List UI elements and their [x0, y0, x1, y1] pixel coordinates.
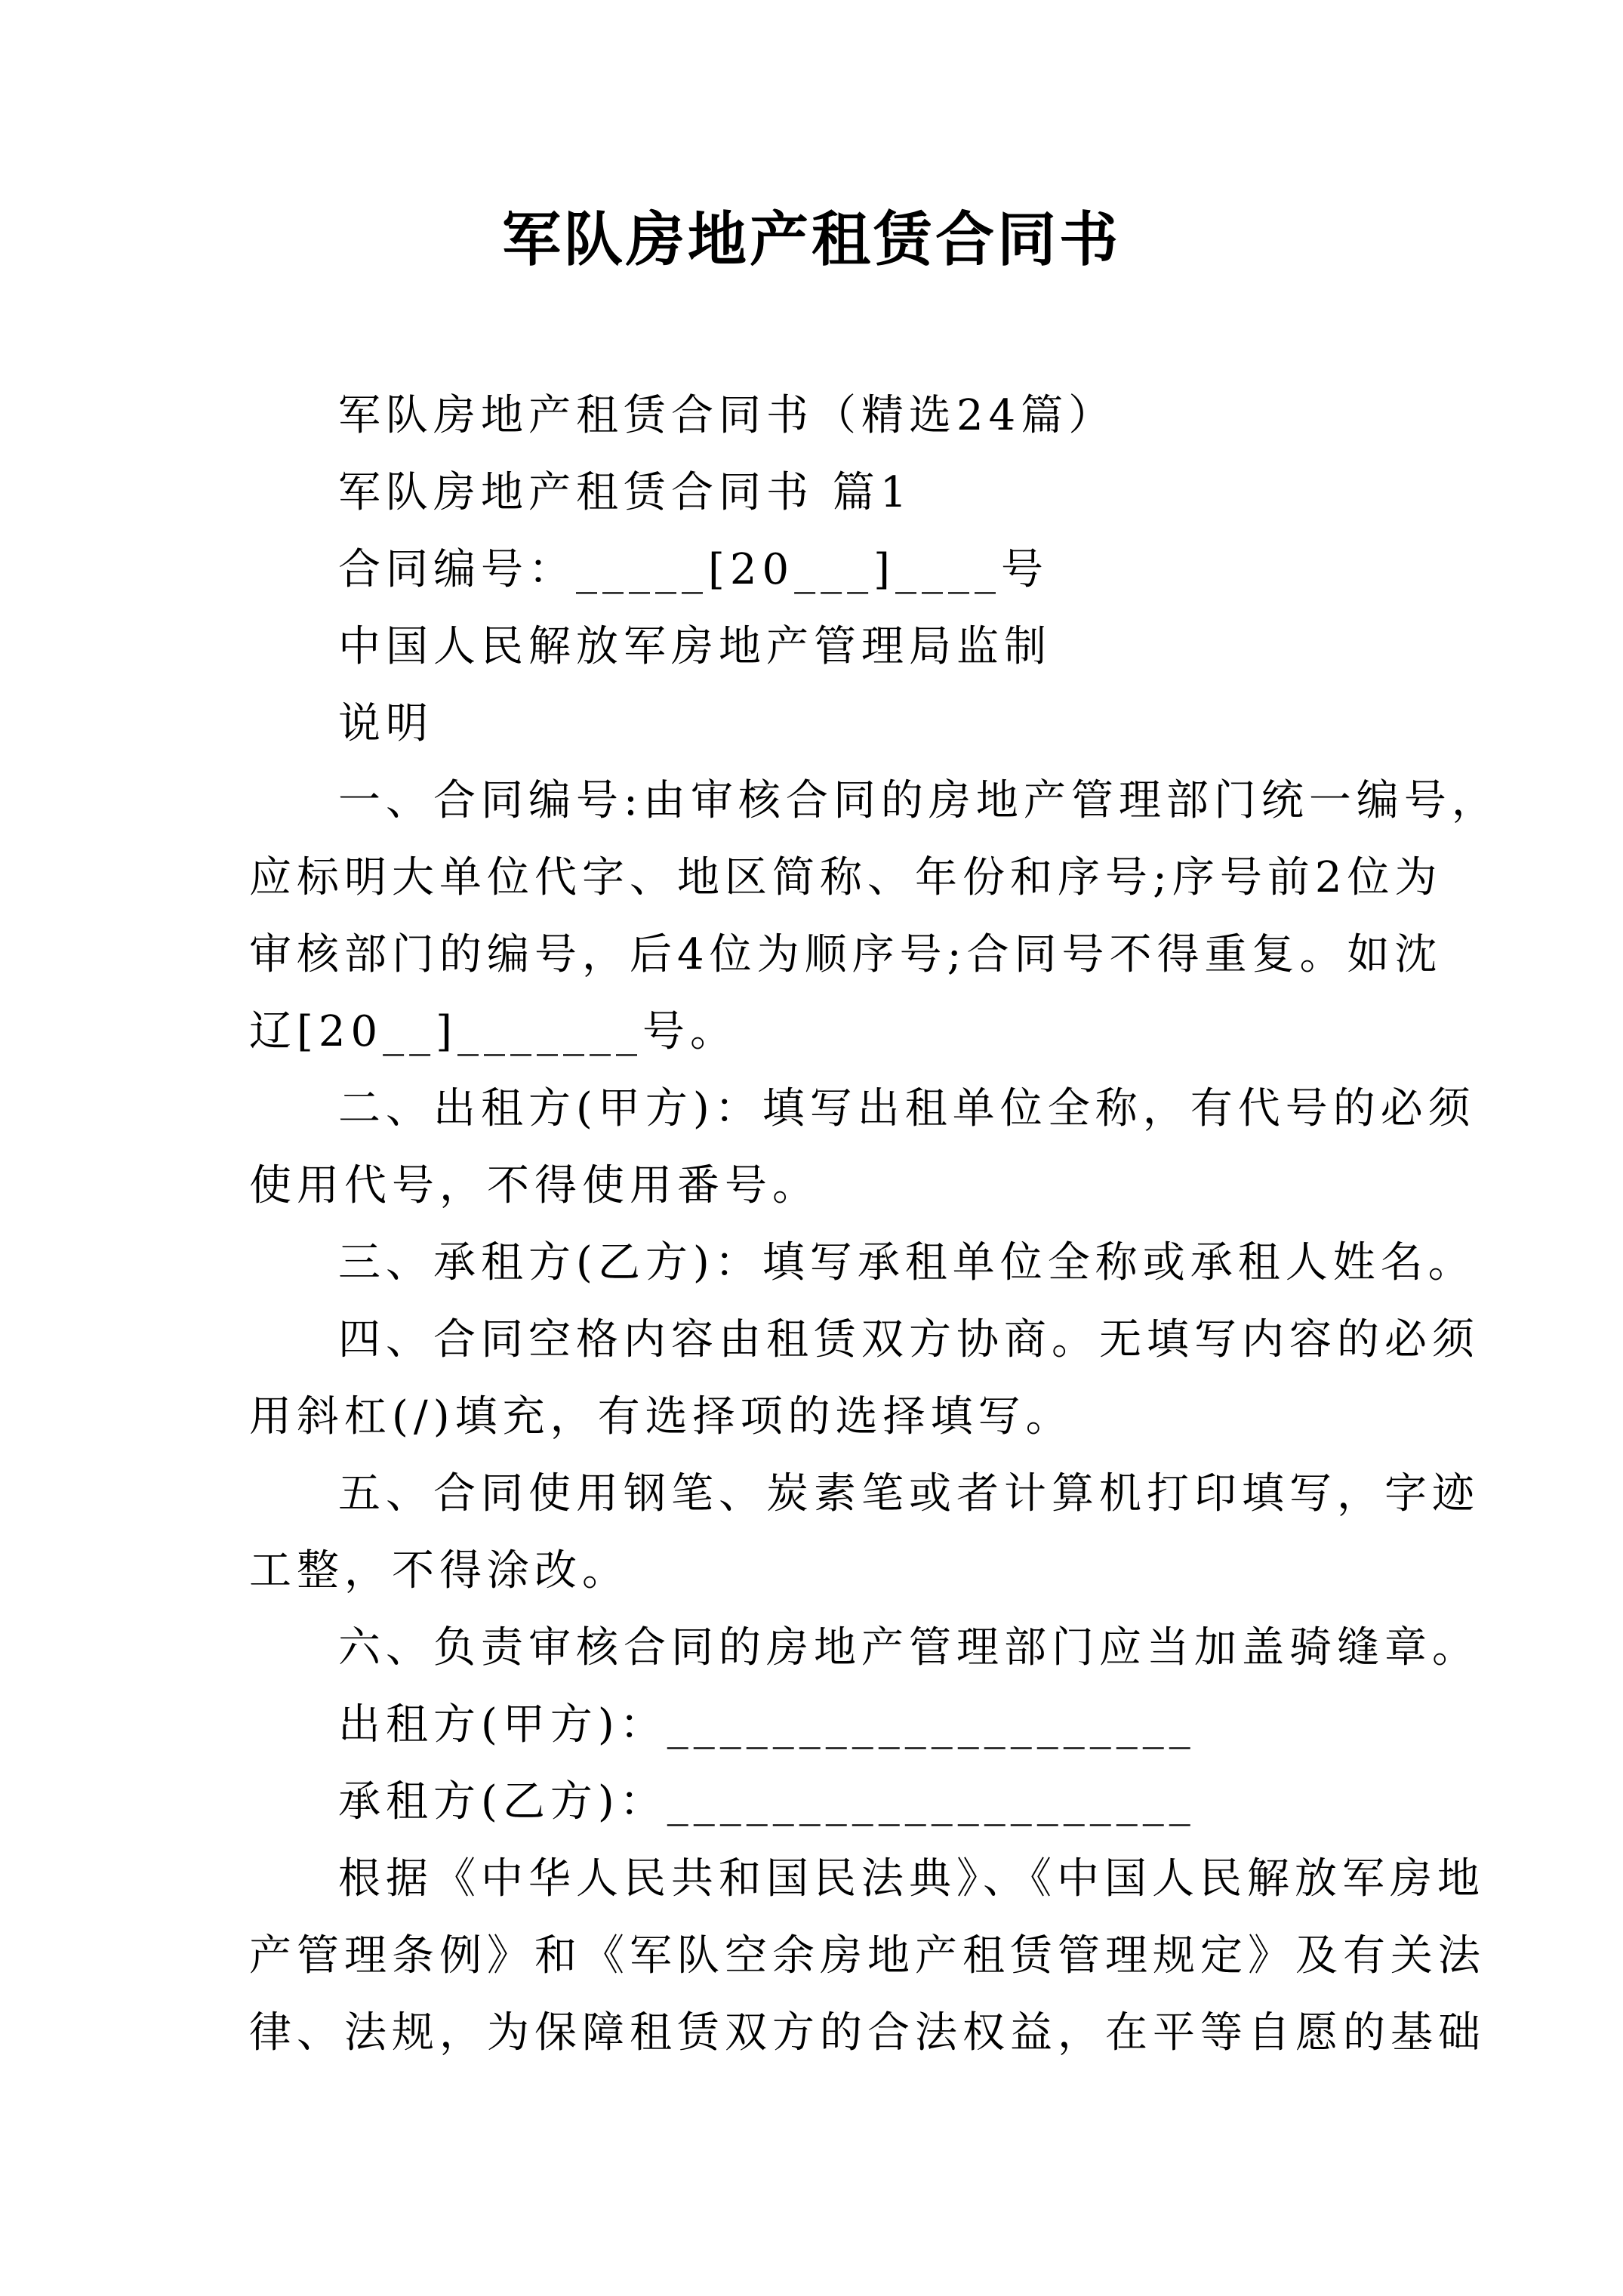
- paragraph-line: 辽[20__]_______号。: [249, 1007, 738, 1056]
- document-title: 军队房地产租赁合同书: [501, 205, 1121, 274]
- lessee-signature-line: 承租方(乙方)：____________________: [338, 1777, 1196, 1826]
- paragraph-line: 用斜杠(/)填充，有选择项的选择填写。: [249, 1392, 1073, 1441]
- supervisor-line: 中国人民解放军房地产管理局监制: [338, 622, 1052, 671]
- paragraph-line: 一、合同编号:由审核合同的房地产管理部门统一编号，: [338, 776, 1499, 825]
- lessor-signature-line: 出租方(甲方)：____________________: [338, 1700, 1196, 1749]
- paragraph-line: 四、合同空格内容由租赁双方协商。无填写内容的必须: [338, 1315, 1480, 1364]
- paragraph-line: 二、出租方(甲方)：填写出租单位全称，有代号的必须: [338, 1084, 1476, 1133]
- document-body: [249, 378, 1499, 2072]
- instructions-heading: 说明: [338, 699, 433, 748]
- paragraph-line: 应标明大单位代字、地区简称、年份和序号;序号前2位为: [249, 853, 1443, 902]
- paragraph-line: 审核部门的编号，后4位为顺序号;合同号不得重复。如沈: [249, 930, 1443, 979]
- paragraph-line: 三、承租方(乙方)：填写承租单位全称或承租人姓名。: [338, 1238, 1476, 1287]
- paragraph-line: 六、负责审核合同的房地产管理部门应当加盖骑缝章。: [338, 1623, 1480, 1672]
- collection-heading: 军队房地产租赁合同书（精选24篇）: [338, 391, 1116, 440]
- paragraph-line: 使用代号，不得使用番号。: [249, 1161, 820, 1210]
- contract-number-line: 合同编号：_____[20___]____号: [338, 545, 1049, 594]
- paragraph-line: 五、合同使用钢笔、炭素笔或者计算机打印填写，字迹: [338, 1469, 1480, 1518]
- article-heading: 军队房地产租赁合同书 篇1: [338, 468, 913, 517]
- paragraph-line: 律、法规，为保障租赁双方的合法权益，在平等自愿的基础: [249, 2008, 1486, 2057]
- paragraph-line: 根据《中华人民共和国民法典》、《中国人民解放军房地: [338, 1854, 1485, 1903]
- paragraph-line: 产管理条例》和《军队空余房地产租赁管理规定》及有关法: [249, 1931, 1486, 1980]
- paragraph-line: 工整，不得涂改。: [249, 1546, 630, 1595]
